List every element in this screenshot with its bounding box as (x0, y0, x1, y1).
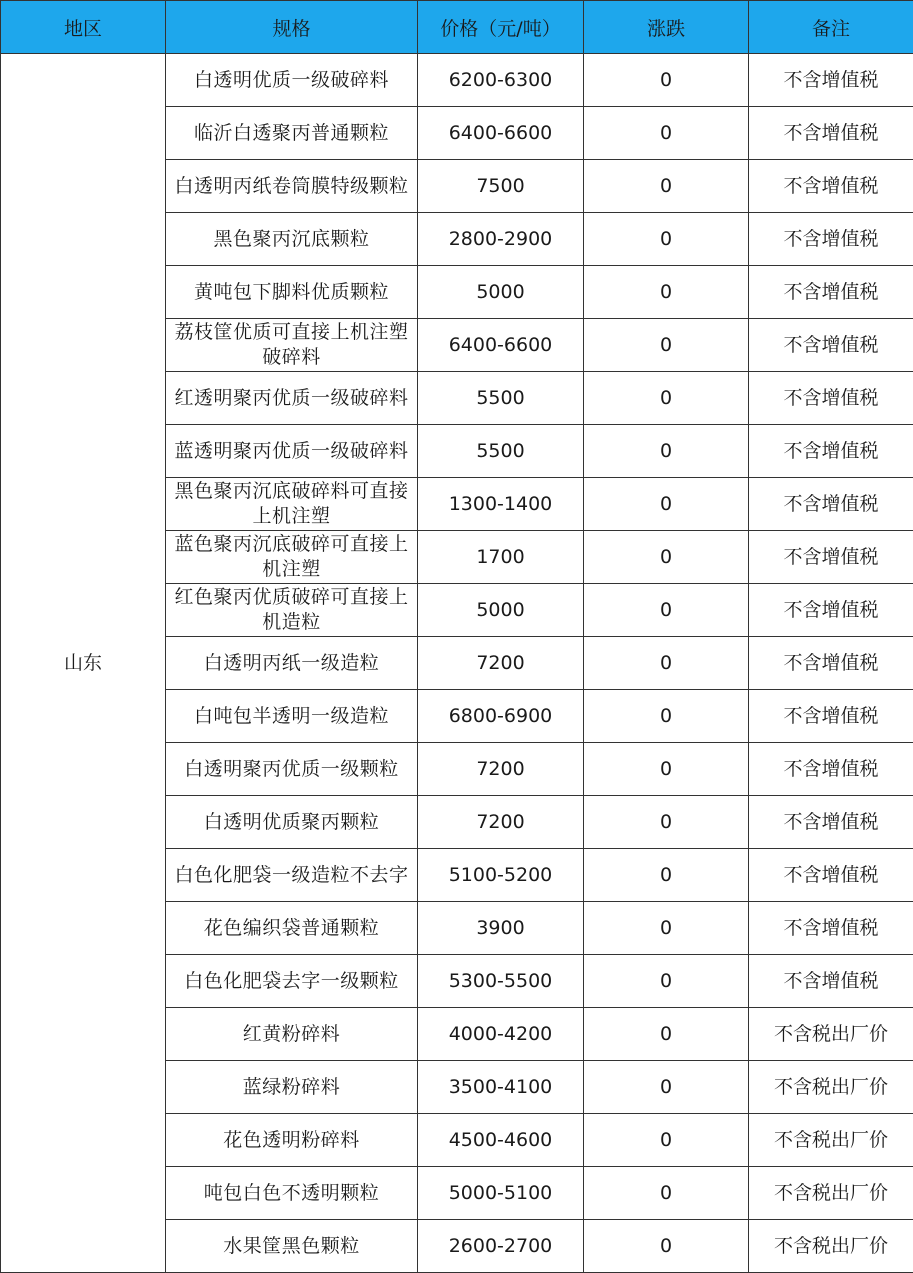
price-cell: 4500-4600 (418, 1114, 584, 1167)
price-cell: 5000 (418, 266, 584, 319)
price-cell: 5500 (418, 425, 584, 478)
note-cell: 不含税出厂价 (749, 1167, 913, 1220)
change-cell: 0 (584, 213, 749, 266)
region-cell: 山东 (1, 54, 166, 1273)
price-cell: 5500 (418, 372, 584, 425)
price-cell: 7200 (418, 743, 584, 796)
spec-cell: 黑色聚丙沉底颗粒 (166, 213, 418, 266)
table-row (1, 54, 913, 107)
spec-cell: 白色化肥袋一级造粒不去字 (166, 849, 418, 902)
change-cell: 0 (584, 902, 749, 955)
spec-cell: 红色聚丙优质破碎可直接上机造粒 (166, 584, 418, 637)
change-cell: 0 (584, 54, 749, 107)
spec-cell: 花色编织袋普通颗粒 (166, 902, 418, 955)
note-cell: 不含增值税 (749, 743, 913, 796)
note-cell: 不含税出厂价 (749, 1220, 913, 1273)
change-cell: 0 (584, 796, 749, 849)
spec-cell: 白透明丙纸卷筒膜特级颗粒 (166, 160, 418, 213)
change-cell: 0 (584, 1220, 749, 1273)
note-cell: 不含税出厂价 (749, 1008, 913, 1061)
note-cell: 不含增值税 (749, 54, 913, 107)
header-region: 地区 (1, 1, 166, 54)
header-note: 备注 (749, 1, 913, 54)
note-cell: 不含增值税 (749, 266, 913, 319)
spec-cell: 白透明优质聚丙颗粒 (166, 796, 418, 849)
price-cell: 7200 (418, 637, 584, 690)
note-cell: 不含增值税 (749, 902, 913, 955)
spec-cell: 白色化肥袋去字一级颗粒 (166, 955, 418, 1008)
table-header (1, 1, 913, 54)
header-change: 涨跌 (584, 1, 749, 54)
note-cell: 不含增值税 (749, 955, 913, 1008)
note-cell: 不含增值税 (749, 319, 913, 372)
spec-cell: 蓝色聚丙沉底破碎可直接上机注塑 (166, 531, 418, 584)
spec-cell: 临沂白透聚丙普通颗粒 (166, 107, 418, 160)
note-cell: 不含增值税 (749, 584, 913, 637)
change-cell: 0 (584, 531, 749, 584)
price-cell: 6400-6600 (418, 107, 584, 160)
spec-cell: 白透明优质一级破碎料 (166, 54, 418, 107)
change-cell: 0 (584, 160, 749, 213)
change-cell: 0 (584, 425, 749, 478)
spec-cell: 白透明丙纸一级造粒 (166, 637, 418, 690)
change-cell: 0 (584, 1114, 749, 1167)
note-cell: 不含增值税 (749, 160, 913, 213)
note-cell: 不含增值税 (749, 425, 913, 478)
note-cell: 不含增值税 (749, 690, 913, 743)
change-cell: 0 (584, 849, 749, 902)
price-cell: 5300-5500 (418, 955, 584, 1008)
spec-cell: 白透明聚丙优质一级颗粒 (166, 743, 418, 796)
note-cell: 不含增值税 (749, 478, 913, 531)
spec-cell: 蓝绿粉碎料 (166, 1061, 418, 1114)
change-cell: 0 (584, 107, 749, 160)
change-cell: 0 (584, 372, 749, 425)
price-cell: 3900 (418, 902, 584, 955)
header-row (1, 1, 913, 54)
spec-cell: 黄吨包下脚料优质颗粒 (166, 266, 418, 319)
note-cell: 不含增值税 (749, 637, 913, 690)
note-cell: 不含增值税 (749, 531, 913, 584)
change-cell: 0 (584, 690, 749, 743)
price-cell: 5000 (418, 584, 584, 637)
spec-cell: 红透明聚丙优质一级破碎料 (166, 372, 418, 425)
spec-cell: 花色透明粉碎料 (166, 1114, 418, 1167)
spec-cell: 蓝透明聚丙优质一级破碎料 (166, 425, 418, 478)
price-cell: 1300-1400 (418, 478, 584, 531)
price-cell: 1700 (418, 531, 584, 584)
note-cell: 不含增值税 (749, 796, 913, 849)
price-cell: 7200 (418, 796, 584, 849)
header-price: 价格（元/吨） (418, 1, 584, 54)
change-cell: 0 (584, 637, 749, 690)
price-cell: 6800-6900 (418, 690, 584, 743)
change-cell: 0 (584, 584, 749, 637)
header-spec: 规格 (166, 1, 418, 54)
note-cell: 不含税出厂价 (749, 1114, 913, 1167)
note-cell: 不含增值税 (749, 213, 913, 266)
spec-cell: 吨包白色不透明颗粒 (166, 1167, 418, 1220)
note-cell: 不含增值税 (749, 372, 913, 425)
price-cell: 2800-2900 (418, 213, 584, 266)
price-cell: 3500-4100 (418, 1061, 584, 1114)
spec-cell: 水果筐黑色颗粒 (166, 1220, 418, 1273)
price-cell: 7500 (418, 160, 584, 213)
change-cell: 0 (584, 319, 749, 372)
price-cell: 5100-5200 (418, 849, 584, 902)
change-cell: 0 (584, 1008, 749, 1061)
spec-cell: 白吨包半透明一级造粒 (166, 690, 418, 743)
price-cell: 6200-6300 (418, 54, 584, 107)
change-cell: 0 (584, 1061, 749, 1114)
note-cell: 不含增值税 (749, 107, 913, 160)
price-cell: 5000-5100 (418, 1167, 584, 1220)
change-cell: 0 (584, 743, 749, 796)
change-cell: 0 (584, 266, 749, 319)
price-cell: 2600-2700 (418, 1220, 584, 1273)
spec-cell: 黑色聚丙沉底破碎料可直接上机注塑 (166, 478, 418, 531)
change-cell: 0 (584, 1167, 749, 1220)
change-cell: 0 (584, 955, 749, 1008)
price-cell: 4000-4200 (418, 1008, 584, 1061)
price-cell: 6400-6600 (418, 319, 584, 372)
spec-cell: 荔枝筐优质可直接上机注塑破碎料 (166, 319, 418, 372)
change-cell: 0 (584, 478, 749, 531)
table-body (1, 54, 913, 1273)
note-cell: 不含增值税 (749, 849, 913, 902)
spec-cell: 红黄粉碎料 (166, 1008, 418, 1061)
note-cell: 不含税出厂价 (749, 1061, 913, 1114)
